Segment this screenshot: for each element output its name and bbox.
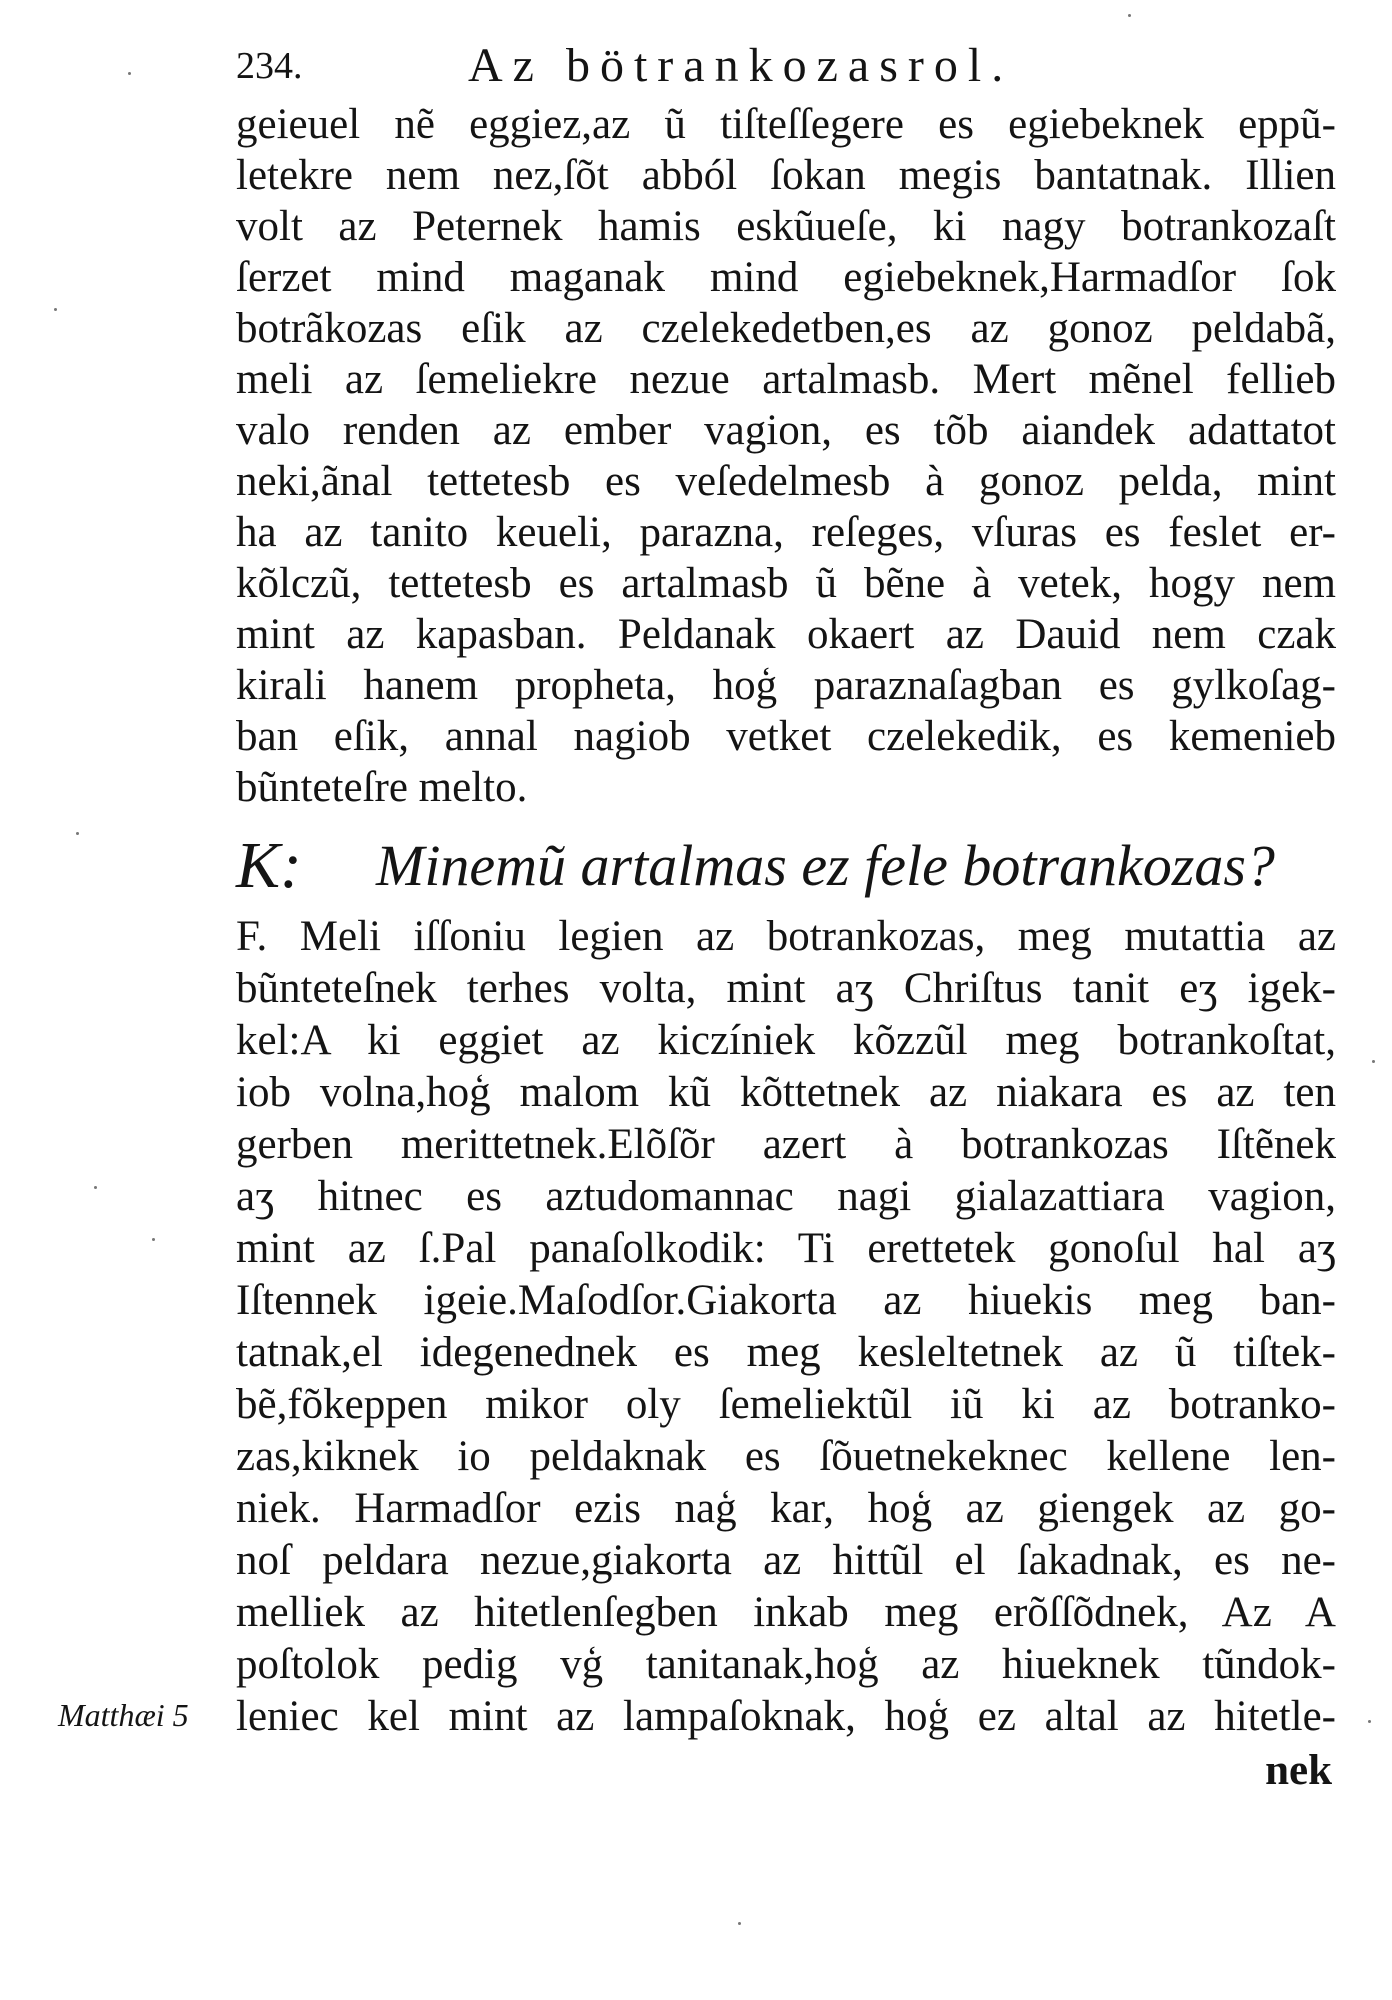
question-label: K: xyxy=(236,829,302,902)
text-line: ſerzet mind maganak mind egiebeknek,Harmadſor ſok xyxy=(236,254,1336,301)
text-line: kirali hanem propheta, hoģ paraznaſagban es gylkoſag- xyxy=(236,662,1336,709)
text-line: F. Meli iſſoniu legien az botrankozas, meg mutattia az xyxy=(236,913,1336,960)
text-line: neki,ãnal tettetesb es veſedelmesb à gonoz pelda, mint xyxy=(236,458,1336,505)
page-header xyxy=(236,38,1336,98)
paper-speck xyxy=(738,1922,741,1925)
text-line: gerben merittetnek.Elõſõr azert à botrankozas Iſtẽnek xyxy=(236,1121,1336,1168)
catchword: nek xyxy=(1265,1747,1332,1794)
question-text: Minemũ artalmas ez fele botrankozas? xyxy=(376,833,1275,898)
text-line: aʒ hitnec es aztudomannac nagi gialazattiara vagion, xyxy=(236,1173,1336,1220)
text-line: kel:A ki eggiet az kiczíniek kõzzũl meg botrankoſtat, xyxy=(236,1017,1336,1064)
text-line: mint az ſ.Pal panaſolkodik: Ti erettetek gonoſul hal aʒ xyxy=(236,1225,1336,1272)
text-line: zas,kiknek io peldaknak es ſõuetnekeknec kellene len- xyxy=(236,1433,1336,1480)
text-line: melliek az hitetlenſegben inkab meg erõſſõdnek, Az A xyxy=(236,1589,1336,1636)
text-line: tatnak,el idegenednek es meg kesleltetnek az ũ tiſtek- xyxy=(236,1329,1336,1376)
text-line: leniec kel mint az lampaſoknak, hoģ ez altal az hitetle- xyxy=(236,1693,1336,1740)
question-heading xyxy=(236,828,1336,908)
text-line: meli az ſemeliekre nezue artalmasb. Mert mẽnel fellieb xyxy=(236,356,1336,403)
paper-speck xyxy=(94,1186,97,1189)
text-line: niek. Harmadſor ezis naģ kar, hoģ az giengek az go- xyxy=(236,1485,1336,1532)
text-line: bũnteteſnek terhes volta, mint aʒ Chriſtus tanit eʒ igek- xyxy=(236,965,1336,1012)
text-line: botrãkozas eſik az czelekedetben,es az gonoz peldabã, xyxy=(236,305,1336,352)
paper-speck xyxy=(1368,1720,1371,1723)
text-line: noſ peldara nezue,giakorta az hittũl el ſakadnak, es ne- xyxy=(236,1537,1336,1584)
page-number: 234. xyxy=(236,45,303,87)
text-line: poſtolok pedig vģ tanitanak,hoģ az hiueknek tũndok- xyxy=(236,1641,1336,1688)
text-line: kõlczũ, tettetesb es artalmasb ũ bẽne à vetek, hogy nem xyxy=(236,560,1336,607)
paper-speck xyxy=(128,72,131,75)
text-line: mint az kapasban. Peldanak okaert az Dauid nem czak xyxy=(236,611,1336,658)
paper-speck xyxy=(1372,1060,1375,1063)
paper-speck xyxy=(1128,14,1131,17)
text-line: bẽ,fõkeppen mikor oly ſemeliektũl iũ ki az botranko- xyxy=(236,1381,1336,1428)
text-line: iob volna,hoģ malom kũ kõttetnek az niakara es az ten xyxy=(236,1069,1336,1116)
paper-speck xyxy=(76,832,79,835)
paper-speck xyxy=(54,308,57,311)
text-line: letekre nem nez,ſõt abból ſokan megis bantatnak. Illien xyxy=(236,152,1336,199)
text-line-last: bũnteteſre melto. xyxy=(236,764,528,811)
running-title: Az bötrankozasrol. xyxy=(468,39,1014,92)
text-line: volt az Peternek hamis eskũueſe, ki nagy botrankozaſt xyxy=(236,203,1336,250)
text-line: valo renden az ember vagion, es tõb aiandek adattatot xyxy=(236,407,1336,454)
paper-speck xyxy=(152,1238,155,1241)
text-line: Iſtennek igeie.Maſodſor.Giakorta az hiuekis meg ban- xyxy=(236,1277,1336,1324)
margin-reference: Matthæi 5 xyxy=(58,1697,189,1733)
text-line: geieuel nẽ eggiez,az ũ tiſteſſegere es egiebeknek eppũ- xyxy=(236,101,1336,148)
text-line: ban eſik, annal nagiob vetket czelekedik, es kemenieb xyxy=(236,713,1336,760)
text-line: ha az tanito keueli, parazna, reſeges, vſuras es feslet er- xyxy=(236,509,1336,556)
